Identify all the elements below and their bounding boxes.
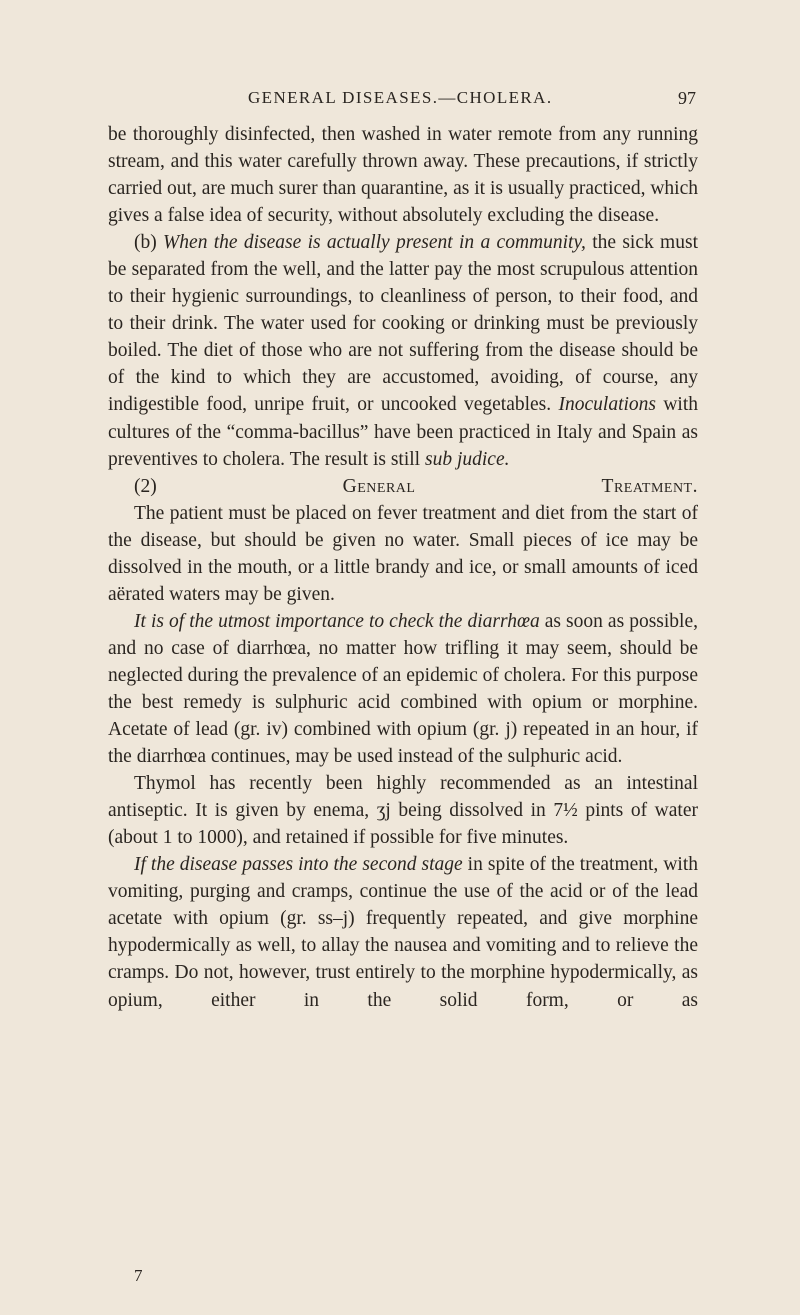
- paragraph-text: with cultures of the “comma-bacillus” have been practiced in Italy and Spain as preventives to cholera. The result is still: [108, 394, 699, 470]
- paragraph-fever-treatment: [108, 500, 698, 608]
- paragraph-second-stage: [108, 851, 698, 1013]
- running-title: GENERAL DISEASES.—CHOLERA.: [248, 88, 553, 107]
- italic-lead: If the disease passes into the second stage: [134, 854, 463, 876]
- section-title: General Treatment.: [342, 475, 698, 497]
- body-text: [108, 121, 698, 1014]
- italic-lead: When the disease is actually present in a community,: [163, 232, 586, 254]
- running-head: [248, 88, 696, 114]
- paragraph-thymol: [108, 770, 698, 851]
- paragraph-text: in spite of the treatment, with vomiting, purging and cramps, continue the use of the acid or of the lead acetate with opium (gr. ss–j) frequently repeated, and give morphine hypodermically as well, to allay the nausea and vomiting and to relieve the cramps. Do not, however, trust entirely to the morphine hypodermically, as opium, either in the solid form, or as: [108, 854, 698, 1011]
- italic-lead: It is of the utmost importance to check the diarrhœa: [134, 610, 540, 632]
- paragraph-text: the sick must be separated from the well, and the latter pay the most scrupulous attention to their hygienic surroundings, to cleanliness of person, to their food, and to their drink. The water used for cooking or drinking must be previously boiled. The diet of those who are not suffering from the disease should be of the kind to which they are accustomed, avoiding, of course, any indigestible food, unripe fruit, or uncooked vegetables.: [108, 232, 698, 416]
- page-number: 97: [678, 88, 696, 108]
- italic-term: Inoculations: [558, 394, 656, 416]
- paragraph-continued: [108, 121, 698, 229]
- paragraph-text: The patient must be placed on fever treatment and diet from the start of the disease, but should be given no water. Small pieces of ice may be dissolved in the mouth, or a little brandy and ice, or small amounts of iced aërated waters may be given.: [108, 502, 698, 605]
- paragraph-diarrhoea: [108, 608, 698, 770]
- italic-phrase: sub judice.: [424, 448, 510, 470]
- paragraph-text: be thoroughly disinfected, then washed in water remote from any running stream, and this water carefully thrown away. These precautions, if strictly carried out, are much surer than quarantine, as it is usually practiced, which gives a false idea of security, without absolutely excluding the disease.: [108, 124, 698, 227]
- signature-mark: 7: [134, 1266, 143, 1285]
- section-number: (2): [134, 475, 343, 497]
- paragraph-text: Thymol has recently been highly recommended as an intestinal antiseptic. It is given by enema, ʒj being dissolved in 7½ pints of water (about 1 to 1000), and retained if possible for five minutes.: [108, 773, 698, 849]
- item-label: (b): [134, 232, 164, 254]
- paragraph-text: as soon as possible, and no case of diarrhœa, no matter how trifling it may seem, should be neglected during the prevalence of an epidemic of cholera. For this purpose the best remedy is sulphuric acid combined with opium or morphine. Acetate of lead (gr. iv) combined with opium (gr. j) repeated in an hour, if the diarrhœa continues, may be used instead of the sulphuric acid.: [108, 610, 699, 768]
- paragraph-community: [108, 229, 698, 472]
- section-heading: [108, 473, 698, 500]
